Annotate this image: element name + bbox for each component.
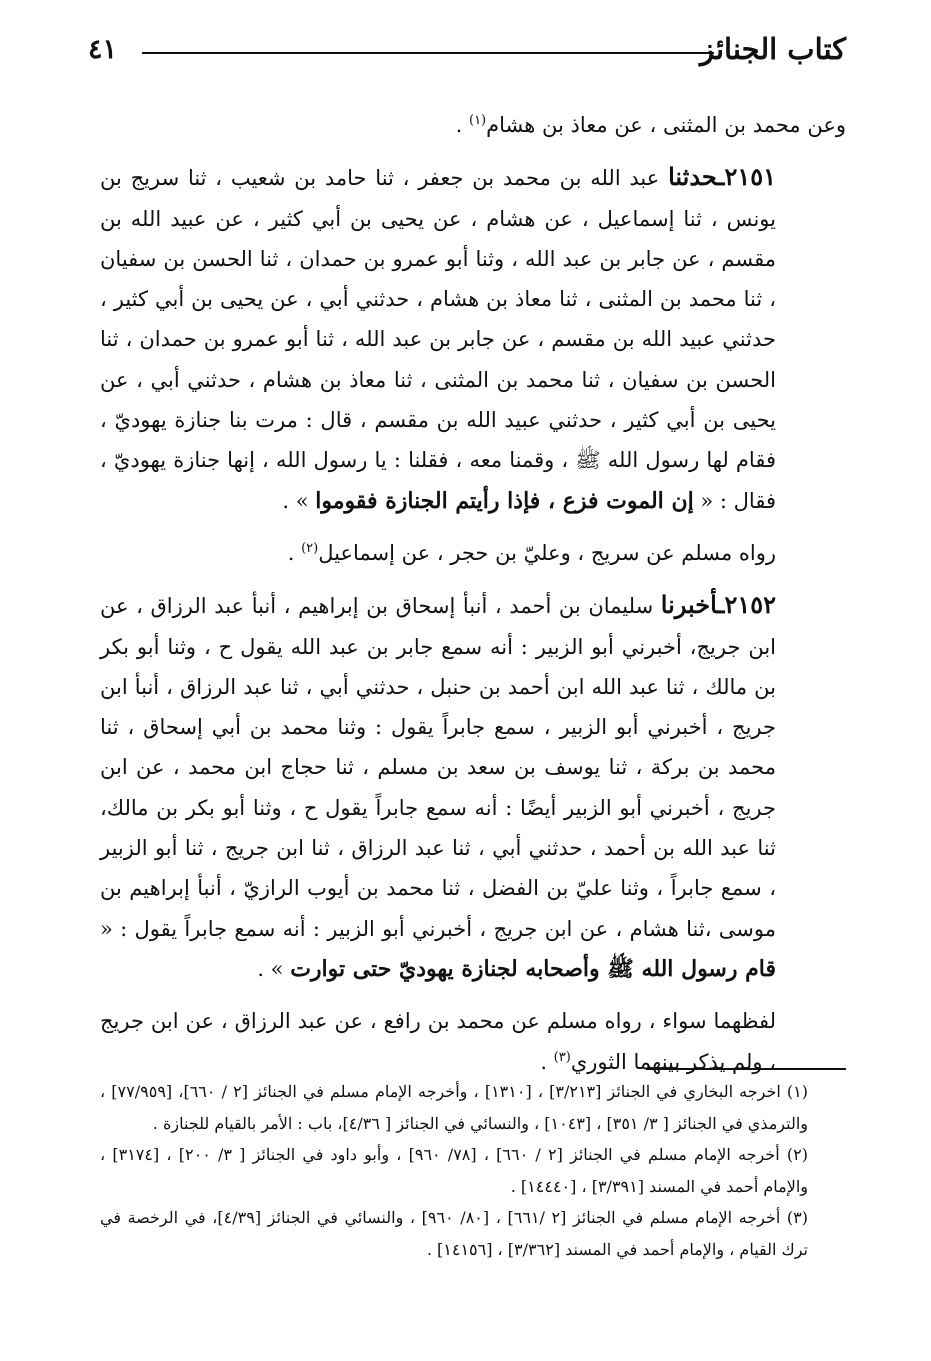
footnote-2: (٢) أخرجه الإمام مسلم في الجنائز [٢ / ٦٦٠] ، [٧٨/ ٩٦٠] ، وأبو داود في الجنائز [ ٣/ ٢٠٠] ، [٣١٧٤] ، والإمام أحمد في المسند [٣/٣٩١] ، [١٤٤٤٠] . [100, 1145, 808, 1196]
hadith-number: ٢١٥٢ [724, 590, 776, 620]
main-text [100, 105, 846, 1082]
riwaya-text: لفظهما سواء ، رواه مسلم عن محمد بن رافع ، عن عبد الرزاق ، عن ابن جريج ، ولم يذكر بينهما الثوري [100, 1009, 776, 1074]
footnote-3: (٣) أخرجه الإمام مسلم في الجنائز [٢ /٦٦١] ، [٨٠/ ٩٦٠] ، والنسائي في الجنائز [٤/٣٩]، في الرخصة في ترك القيام ، والإمام أحمد في المسند [٣/٣٦٢] ، [١٤١٥٦] . [100, 1208, 809, 1259]
intro-line [100, 105, 846, 145]
book-title: كتاب الجنائز [699, 32, 846, 66]
intro-text: وعن محمد بن المثنى ، عن معاذ بن هشام [486, 113, 846, 137]
hadith-matn: قام رسول الله ﷺ وأصحابه لجنازة يهوديّ حتى توارت [290, 955, 776, 982]
hadith-number: ٢١٥١ [724, 162, 776, 192]
riwaya-end: . [540, 1049, 554, 1074]
hadith-chain: سليمان بن أحمد ، أنبأ إسحاق بن إبراهيم ، أنبأ عبد الرزاق ، عن ابن جريج، أخبرني أبو الزبير : أنه سمع جابر بن عبد الله يقول ح ، وثنا أبو بكر بن مالك ، ثنا عبد الله ابن أحمد بن حنبل ، حدثني أبي ، ثنا عبد الرزاق ، أنبأ ابن جريج ، أخبرني أبو الزبير ، سمع جابراً يقول : وثنا محمد بن أبي إسحاق ، ثنا محمد بن بركة ، ثنا يوسف بن سعد بن مسلم ، ثنا حجاج ابن محمد ، عن ابن جريج ، أخبرني أبو الزبير أيضًا : أنه سمع جابراً يقول ح ، وثنا أبو بكر بن مالك، ثنا عبد الله بن أحمد ، حدثني أبي ، ثنا عبد الرزاق ، ثنا ابن جريج ، ثنا أبو الزبير ، سمع جابراً ، وثنا عليّ بن الفضل ، ثنا محمد بن أيوب الرازيّ ، أنبأ إبراهيم بن موسى ،ثنا هشام ، عن ابن جريج ، أخبرني أبو الزبير : أنه سمع جابراً يقول : « [100, 594, 776, 941]
riwaya-2151 [100, 533, 846, 573]
hadith-chain: عبد الله بن محمد بن جعفر ، ثنا حامد بن شعيب ، ثنا سريج بن يونس ، ثنا إسماعيل ، عن هشام ، عن يحيى بن أبي كثير ، عن عبيد الله بن مقسم ، عن جابر بن عبد الله ، وثنا أبو عمرو بن حمدان ، ثنا الحسن بن سفيان ، ثنا محمد بن المثنى ، ثنا معاذ بن هشام ، حدثني أبي ، عن يحيى بن أبي كثير ، حدثني عبيد الله بن مقسم ، عن جابر بن عبد الله ، ثنا أبو عمرو بن حمدان ، ثنا الحسن بن سفيان ، ثنا محمد بن المثنى ، ثنا معاذ بن هشام ، حدثني أبي ، عن يحيى بن أبي كثير ، حدثني عبيد الله بن مقسم ، قال : مرت بنا جنازة يهوديّ ، فقام لها رسول الله ﷺ ، وقمنا معه ، فقلنا : يا رسول الله ، إنها جنازة يهوديّ ، فقال : « [100, 166, 776, 513]
intro-end: . [455, 113, 469, 137]
hadith-lead-word: ـأخبرنا [660, 590, 725, 620]
footnote-ref-1: (١) [468, 113, 487, 128]
riwaya-end: . [287, 540, 302, 565]
hadith-lead-word: ـحدثنا [668, 162, 725, 192]
footnotes [100, 1076, 846, 1265]
running-header [88, 32, 846, 72]
footnote-ref-3: (٣) [553, 1049, 571, 1065]
hadith-matn: إن الموت فزع ، فإذا رأيتم الجنازة فقوموا [315, 487, 694, 514]
hadith-matn-end: » . [282, 488, 316, 513]
hadith-2152 [100, 585, 846, 989]
footnote-ref-2: (٢) [301, 540, 319, 556]
riwaya-text: رواه مسلم عن سريج ، وعليّ بن حجر ، عن إسماعيل [318, 540, 776, 565]
hadith-matn-end: » . [257, 956, 291, 981]
footnote-1: (١) اخرجه البخاري في الجنائز [٣/٢١٣] ، [١٣١٠] ، وأخرجه الإمام مسلم في الجنائز [٢ / ٦٦٠]، [٧٧/٩٥٩] ، والترمذي في الجنائز [ ٣/ ٣٥١] ، [١٠٤٣] ، والنسائي في الجنائز [ ٤/٣٦]، باب : الأمر بالقيام للجنازة . [100, 1082, 809, 1133]
page-number: ٤١ [88, 34, 118, 65]
footnote-rule [646, 1068, 846, 1070]
header-rule [142, 52, 714, 54]
hadith-2151 [100, 157, 846, 521]
